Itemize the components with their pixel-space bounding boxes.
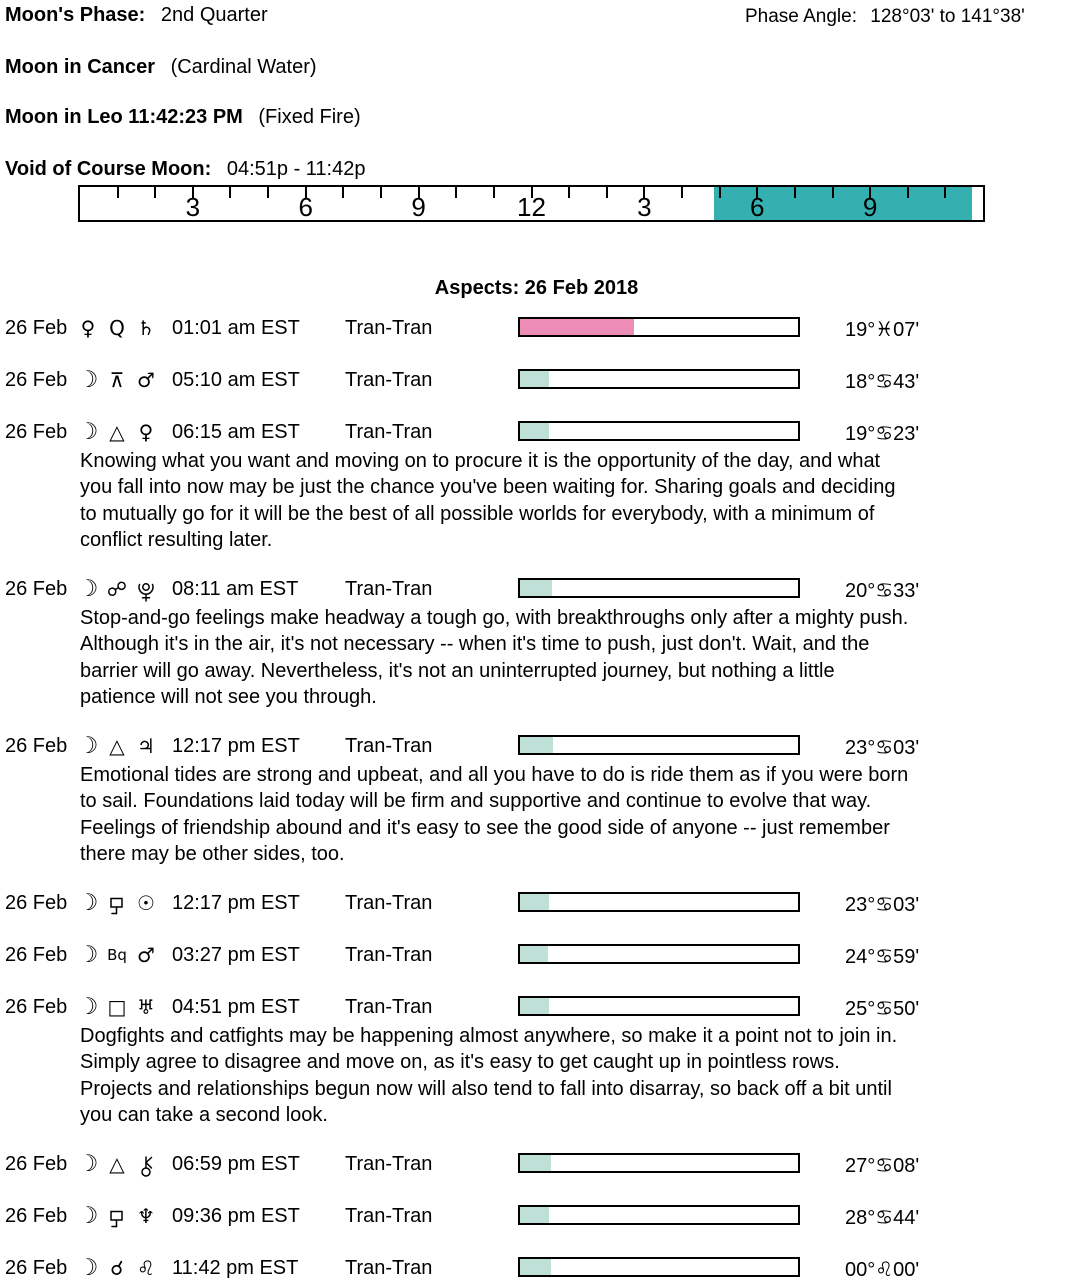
trine-icon: △ [109,734,125,758]
aspect-date: 26 Feb [5,1153,68,1175]
aspect-time: 08:11 am EST [172,578,299,600]
ruler-hour-label: 3 [185,192,201,222]
ruler-tick [455,187,457,198]
biquintile-icon: Bq [107,946,127,964]
sesquiquadrate-icon [105,890,129,917]
orb-bar-fill [520,998,549,1014]
aspect-row [0,421,1073,447]
aspect-glyphs [76,1151,172,1177]
aspect-date: 26 Feb [5,369,68,391]
aspect-glyphs [76,367,172,393]
aspect-type: Tran-Tran [345,317,433,339]
orb-bar-fill [520,1259,551,1275]
orb-bar-fill [520,423,549,439]
aspect-type: Tran-Tran [345,944,433,966]
orb-bar [518,892,800,912]
moon-icon: ☽ [77,1151,99,1177]
ruler-hour-label: 3 [637,192,652,222]
mars-icon: ♂ [137,943,155,967]
aspect-type: Tran-Tran [345,421,433,443]
aspect-interpretation: Emotional tides are strong and upbeat, and all you have to do is ride them as if you were born to sail. Foundations laid today will be firm and supportive and continue to evolve that way. Feelings of friendship abound and it's easy to see the good side of anyone -- just remember there may be other sides, too. [80,764,909,865]
pluto-icon [134,576,158,603]
moons-phase-line [5,4,268,27]
ruler-tick [832,187,834,198]
trine-icon: △ [109,1152,125,1176]
aspect-type: Tran-Tran [345,996,433,1018]
aspect-row [0,1257,1073,1283]
orb-bar [518,421,800,441]
chiron-icon [134,1151,158,1178]
venus-icon: ♀ [138,420,154,444]
moons-phase-label: Moon's Phase: [5,4,146,26]
mars-icon: ♂ [137,368,155,392]
ruler-tick [568,187,570,198]
venus-icon: ♀ [80,316,96,340]
orb-bar [518,578,800,598]
aspect-date: 26 Feb [5,1205,68,1227]
aspects-title: Aspects: 26 Feb 2018 [434,277,639,299]
moon-sign-line [5,56,317,79]
aspect-glyphs [76,994,172,1020]
phase-angle-line [745,6,1025,28]
ruler-hour-label: 6 [750,192,765,222]
aspect-glyphs [76,1255,172,1281]
phase-angle-value: 128°03' to 141°38' [870,6,1025,27]
aspect-glyphs [76,890,172,916]
orb-bar-fill [520,1155,551,1171]
aspect-position-value: 23°♋03' [845,737,920,759]
moon-icon: ☽ [77,942,99,968]
square-icon: □ [107,995,127,1019]
aspect-glyphs [76,315,172,341]
sun-icon: ☉ [137,891,155,915]
moon-sign-label: Moon in Cancer [5,56,156,78]
aspect-position-value: 27°♋08' [845,1155,920,1177]
ruler-hour-label: 6 [298,192,313,222]
moon-icon: ☽ [77,576,99,602]
moon-icon: ☽ [77,890,99,916]
ruler-tick [719,187,721,198]
orb-bar-fill [520,580,552,596]
aspect-time: 03:27 pm EST [172,944,300,966]
quintile-icon: Q [109,316,125,340]
ruler-tick [493,187,495,198]
aspect-type: Tran-Tran [345,578,433,600]
aspect-type: Tran-Tran [345,1257,433,1279]
aspect-row [0,996,1073,1022]
moon-icon: ☽ [77,1255,99,1281]
ruler-tick [681,187,683,198]
orb-bar [518,369,800,389]
aspect-glyphs [76,942,172,968]
moon-icon: ☽ [77,994,99,1020]
orb-bar [518,1205,800,1225]
neptune-icon: ♆ [137,1204,155,1228]
ruler-tick [267,187,269,198]
moons-phase-value: 2nd Quarter [160,4,268,26]
aspect-type: Tran-Tran [345,1153,433,1175]
moon-icon: ☽ [77,419,99,445]
sesquiquadrate-icon [105,1203,129,1230]
aspect-row [0,369,1073,395]
ruler-hour-label: 9 [862,192,878,222]
ruler-hour-label: 9 [411,192,426,222]
ruler-tick [342,187,344,198]
aspect-position-value: 28°♋44' [845,1207,920,1229]
ruler-tick [606,187,608,198]
moon-next-sign-note: (Fixed Fire) [258,106,361,128]
moon-icon: ☽ [77,733,99,759]
aspect-position-value: 00°♌00' [845,1259,920,1281]
orb-bar-fill [520,1207,549,1223]
ruler-tick [380,187,382,198]
leo-icon: ♌ [137,1256,155,1280]
aspect-time: 06:59 pm EST [172,1153,300,1175]
aspect-date: 26 Feb [5,317,68,339]
aspect-position-value: 18°♋43' [845,371,920,393]
jupiter-icon: ♃ [137,734,155,758]
ruler-tick [794,187,796,198]
ruler-tick [154,187,156,198]
aspect-date: 26 Feb [5,421,68,443]
aspect-interpretation: Knowing what you want and moving on to procure it is the opportunity of the day, and what you fall into now may be just the chance you've been waiting for. Sharing goals and deciding to mutually go for it will be the best of all possible worlds for everybody, with a minimum of conflict resulting later. [80,450,896,551]
aspect-glyphs [76,576,172,602]
orb-bar [518,944,800,964]
aspect-row [0,317,1073,343]
aspect-type: Tran-Tran [345,892,433,914]
orb-bar [518,1257,800,1277]
orb-bar-fill [520,319,634,335]
trine-icon: △ [109,420,125,444]
aspect-time: 11:42 pm EST [172,1257,299,1279]
moon-next-sign-line [5,106,361,129]
orb-bar [518,317,800,337]
aspect-row [0,578,1073,604]
opposition-icon: ☍ [106,577,128,601]
voc-label: Void of Course Moon: [5,158,212,180]
aspect-position-value: 24°♋59' [845,946,920,968]
aspect-row [0,1153,1073,1179]
orb-bar [518,1153,800,1173]
aspect-type: Tran-Tran [345,1205,433,1227]
aspect-glyphs [76,419,172,445]
aspect-row [0,944,1073,970]
uranus-icon: ♅ [137,995,155,1019]
moon-icon: ☽ [77,367,99,393]
aspect-date: 26 Feb [5,892,68,914]
aspect-date: 26 Feb [5,944,68,966]
aspect-glyphs [76,1203,172,1229]
aspect-date: 26 Feb [5,1257,68,1279]
aspect-position-value: 25°♋50' [845,998,920,1020]
aspect-time: 06:15 am EST [172,421,300,443]
voc-ruler [78,185,985,222]
voc-value: 04:51p - 11:42p [226,158,366,180]
aspect-type: Tran-Tran [345,735,433,757]
orb-bar-fill [520,946,548,962]
aspect-glyphs [76,733,172,759]
ruler-tick [229,187,231,198]
ruler-tick [907,187,909,198]
aspect-time: 04:51 pm EST [172,996,300,1018]
aspect-position-value: 19°♓07' [845,319,920,341]
aspect-position-value: 19°♋23' [845,423,920,445]
aspect-position-value: 23°♋03' [845,894,920,916]
aspect-time: 01:01 am EST [172,317,300,339]
aspect-time: 09:36 pm EST [172,1205,300,1227]
moon-next-sign-label: Moon in Leo 11:42:23 PM [5,106,243,128]
aspect-time: 12:17 pm EST [172,892,300,914]
orb-bar-fill [520,371,549,387]
aspect-time: 05:10 am EST [172,369,300,391]
aspect-interpretation: Dogfights and catfights may be happening almost anywhere, so make it a point not to join in. Simply agree to disagree and move on, as it's easy to get caught up in pointless rows. Projects and relationships begun now will also tend to fall into disarray, so back off a bit until you can take a second look. [80,1025,898,1126]
orb-bar-fill [520,894,549,910]
conjunction-icon: ☌ [110,1256,124,1280]
phase-angle-label: Phase Angle: [745,6,857,27]
aspect-interpretation: Stop-and-go feelings make headway a tough go, with breakthroughs only after a mighty push. Although it's in the air, it's not necessary -- when it's time to push, just don't. Wait, and the barrier will go away. Nevertheless, it's not an uninterrupted journey, but nothing a little patience will not see you through. [80,607,909,708]
orb-bar [518,735,800,755]
aspect-date: 26 Feb [5,996,68,1018]
orb-bar-fill [520,737,553,753]
orb-bar [518,996,800,1016]
aspect-time: 12:17 pm EST [172,735,300,757]
aspect-row [0,735,1073,761]
voc-line [5,158,365,181]
aspect-row [0,1205,1073,1231]
aspect-date: 26 Feb [5,735,68,757]
quincunx-icon: ⊼ [109,368,125,392]
moon-icon: ☽ [77,1203,99,1229]
moon-sign-note: (Cardinal Water) [170,56,317,78]
aspect-date: 26 Feb [5,578,68,600]
ruler-tick [117,187,119,198]
saturn-icon: ♄ [137,316,155,340]
aspect-row [0,892,1073,918]
ruler-tick [944,187,946,198]
ruler-hour-label: 12 [517,192,546,222]
aspect-type: Tran-Tran [345,369,433,391]
aspect-position-value: 20°♋33' [845,580,920,602]
